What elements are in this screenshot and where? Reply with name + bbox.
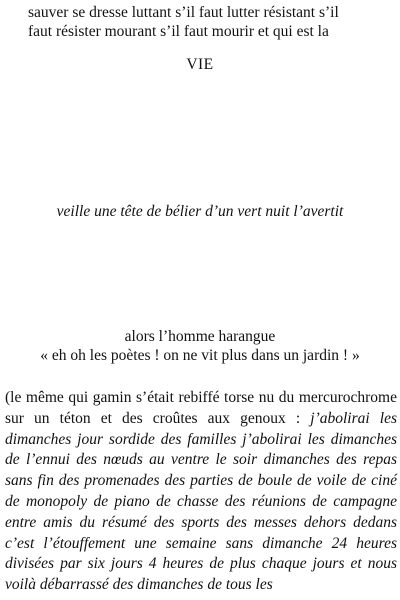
prose-roman-text: (le même qui gamin s’était rebiffé torse nu du mercurochrome sur un téton et des croûtes aux genoux : (5, 389, 397, 427)
prose-italic-text: j’abolirai les dimanches jour sordide des familles j’abolirai les dimanches de l’ennui des nœuds au ventre le soir dimanches des repas sans fin des promenades des parties de boule de voile de ciné de monopoly de piano de chasse des réunions de campagne entre amis du résumé des sports des messes dehors dedans c’est l’étouffement une semaine sans dimanche 24 heures divisées par six jours 4 heures de plus chaque jours et nous voilà débarrassé des dimanches de tous les (5, 409, 398, 594)
poets-quote: « eh oh les poètes ! on ne vit plus dans un jardin ! » (40, 347, 360, 364)
italic-verse-line: veille une tête de bélier d’un vert nuit l’avertit (56, 203, 344, 220)
vie-word: VIE (186, 56, 214, 73)
prose-paragraph (5, 388, 397, 596)
text-line-2: faut résister mourant s’il faut mourir et qui est la (28, 23, 329, 40)
text-line-1: sauver se dresse luttant s’il faut lutter résistant s’il (28, 4, 339, 21)
harangue-line: alors l’homme harangue (124, 328, 276, 345)
